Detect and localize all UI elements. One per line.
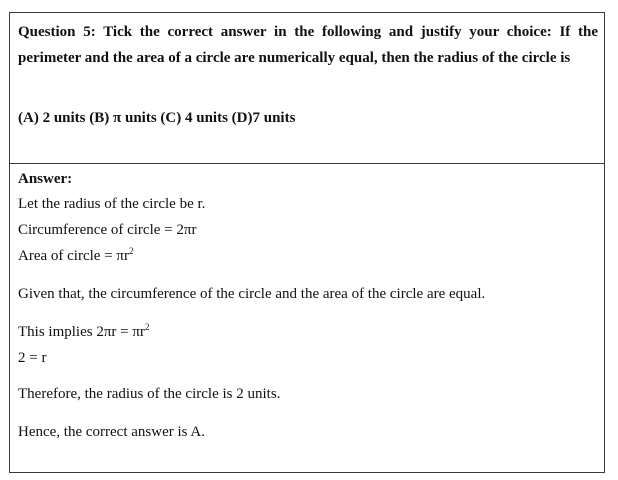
question-label: Question 5: xyxy=(18,24,96,40)
answer-line-4: Given that, the circumference of the circle and the area of the circle are equal. xyxy=(18,286,486,302)
answer-line-8: Hence, the correct answer is A. xyxy=(18,424,206,440)
answer-line-6: 2 = r xyxy=(18,350,47,366)
question-body: Tick the correct answer in the following and justify your choice: If the perimeter and the area of a circle are numerically equal, then the radius of the circle is xyxy=(18,24,598,66)
question-text xyxy=(18,19,598,71)
equation-exponent: 2 xyxy=(144,322,150,332)
question-cell xyxy=(10,13,604,164)
answer-heading: Answer: xyxy=(18,171,73,187)
answer-line-7: Therefore, the radius of the circle is 2 units. xyxy=(18,386,281,402)
qa-table xyxy=(9,12,605,473)
answer-line-1: Let the radius of the circle be r. xyxy=(18,196,206,212)
equation-text: This implies 2πr = πr xyxy=(18,324,145,340)
question-options: (A) 2 units (B) π units (C) 4 units (D)7 units xyxy=(18,110,296,126)
answer-line-3 xyxy=(18,248,133,265)
area-exponent: 2 xyxy=(128,246,134,256)
answer-cell xyxy=(10,164,604,472)
area-formula: Area of circle = πr xyxy=(18,248,129,264)
answer-line-2: Circumference of circle = 2πr xyxy=(18,222,197,238)
answer-line-5 xyxy=(18,324,149,341)
